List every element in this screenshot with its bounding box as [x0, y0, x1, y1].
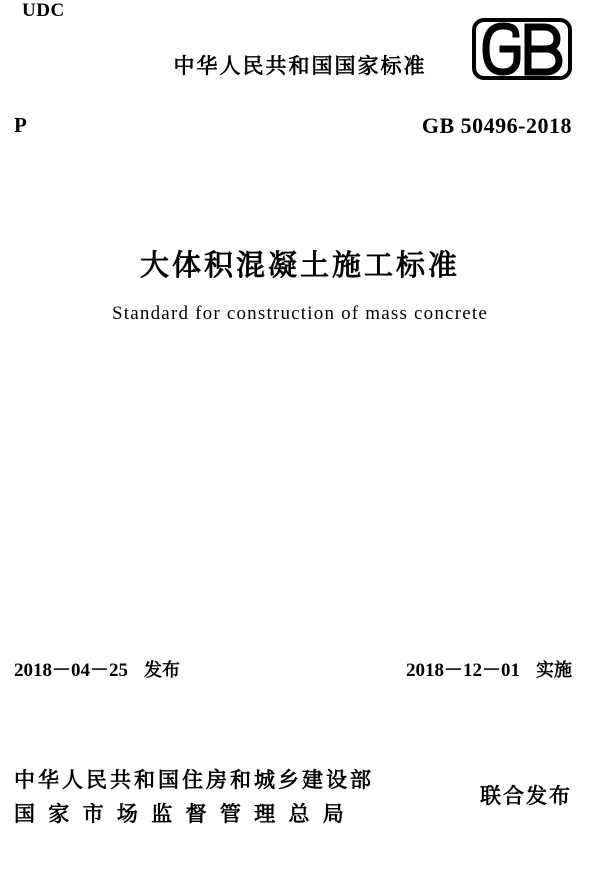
standard-class-letter: P: [14, 113, 27, 137]
publishers-block: [14, 763, 474, 831]
page-subtitle-english: Standard for construction of mass concrete: [112, 303, 488, 324]
standard-number: GB 50496-2018: [421, 113, 572, 138]
publisher-line-2: 国 家 市 场 监 督 管 理 总 局: [14, 802, 347, 826]
gb-logo-icon: [472, 18, 572, 80]
effective-label: 实施: [536, 660, 572, 681]
effective-date: 2018－12－01: [405, 660, 520, 681]
publisher-line-1: 中华人民共和国住房和城乡建设部: [14, 768, 374, 792]
issue-date-group: [14, 655, 180, 682]
joint-issue-label: 联合发布: [480, 784, 572, 808]
effective-date-group: [406, 655, 572, 682]
national-standard-heading: 中华人民共和国国家标准: [173, 54, 427, 78]
dates-row: [0, 655, 600, 683]
issue-label: 发布: [144, 660, 181, 681]
udc-label: UDC: [22, 0, 65, 21]
page-title: 大体积混凝土施工标准: [139, 248, 460, 282]
issue-date: 2018－04－25: [14, 660, 129, 681]
